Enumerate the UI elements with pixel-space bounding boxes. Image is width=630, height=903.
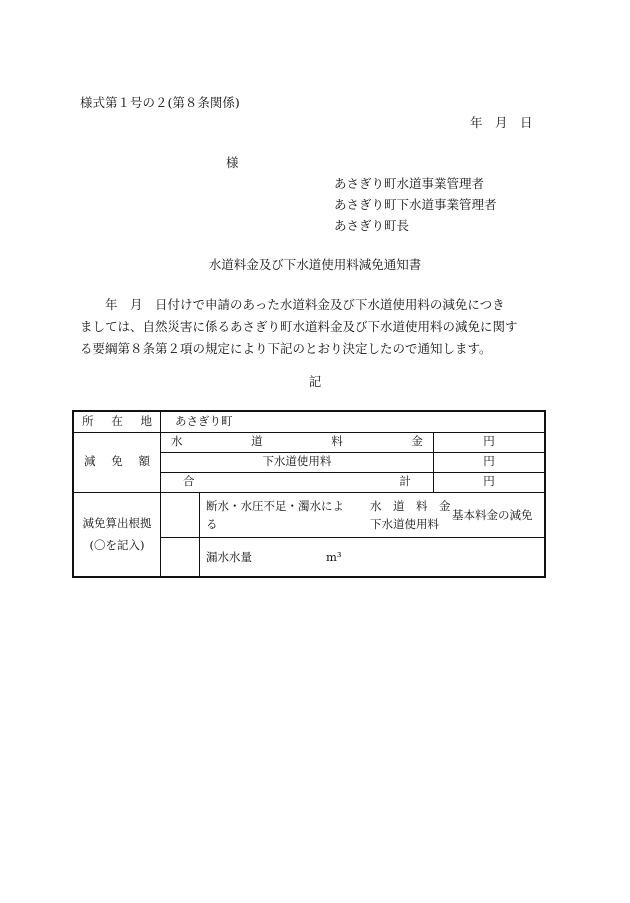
- sender-mayor: あさぎり町長: [334, 218, 410, 233]
- reason-water-fee: 水 道 料 金: [370, 498, 451, 513]
- sender-water-manager: あさぎり町水道事業管理者: [334, 176, 485, 191]
- reason-line-2: る: [206, 516, 218, 531]
- date-line: 年 月 日: [470, 115, 533, 130]
- water-fee-yen: 円: [433, 432, 545, 452]
- water-fee-row: [73, 432, 545, 452]
- form-number: 様式第１号の２(第８条関係): [80, 95, 240, 110]
- reason-sewer-fee: 下水道使用料: [370, 516, 439, 531]
- location-label-char: 在: [111, 413, 123, 428]
- body-line-1: 年 月 日付けで申請のあった水道料金及び下水道使用料の減免につき: [80, 297, 505, 312]
- water-fee-char: 道: [251, 434, 263, 449]
- location-value: あさぎり町: [161, 411, 546, 432]
- leak-mark-cell: [161, 537, 200, 577]
- basis-label-text: 減免算出根拠: [82, 516, 152, 530]
- body-line-3: る要綱第８条第２項の規定により下記のとおり決定したので通知します。: [80, 341, 492, 356]
- water-fee-char: 金: [411, 434, 423, 449]
- sewer-fee-yen: 円: [433, 452, 545, 472]
- reason-cell: [200, 492, 546, 537]
- water-fee-char: 料: [331, 434, 343, 449]
- reason-mark-cell: [161, 492, 200, 537]
- sewer-fee-label: 下水道使用料: [161, 452, 434, 472]
- basis-note: (〇を記入): [89, 538, 145, 552]
- water-fee-char: 水: [171, 434, 183, 449]
- location-row: [73, 411, 545, 432]
- total-label: [161, 472, 434, 492]
- location-label-char: 地: [140, 413, 152, 428]
- ki-heading: 記: [308, 374, 322, 389]
- reduction-label-char: 額: [138, 454, 150, 469]
- total-label-char: 合: [183, 474, 195, 489]
- water-fee-label: [161, 432, 434, 452]
- sender-sewer-manager: あさぎり町下水道事業管理者: [334, 197, 497, 212]
- leak-cell: [200, 537, 546, 577]
- total-yen: 円: [433, 472, 545, 492]
- reason-result: 基本料金の減免: [452, 507, 533, 522]
- basis-label: [73, 492, 161, 577]
- total-label-char: 計: [399, 474, 411, 489]
- body-text: [80, 294, 550, 360]
- detail-table: [72, 410, 546, 578]
- reduction-label: [73, 432, 161, 492]
- reason-line-1: 断水・水圧不足・濁水によ: [206, 498, 344, 513]
- reason-row: [73, 492, 545, 537]
- location-label: [73, 411, 161, 432]
- body-line-2: ましては、自然災害に係るあさぎり町水道料金及び下水道使用料の減免に関す: [80, 319, 518, 334]
- leak-unit: m³: [326, 549, 342, 564]
- document-title: 水道料金及び下水道使用料減免通知書: [208, 257, 422, 272]
- location-label-char: 所: [82, 413, 94, 428]
- reduction-label-char: 減: [84, 454, 96, 469]
- reduction-label-char: 免: [111, 454, 123, 469]
- recipient-honorific: 様: [226, 155, 239, 170]
- sender-block: [334, 178, 497, 241]
- leak-label: 漏水水量: [206, 549, 252, 564]
